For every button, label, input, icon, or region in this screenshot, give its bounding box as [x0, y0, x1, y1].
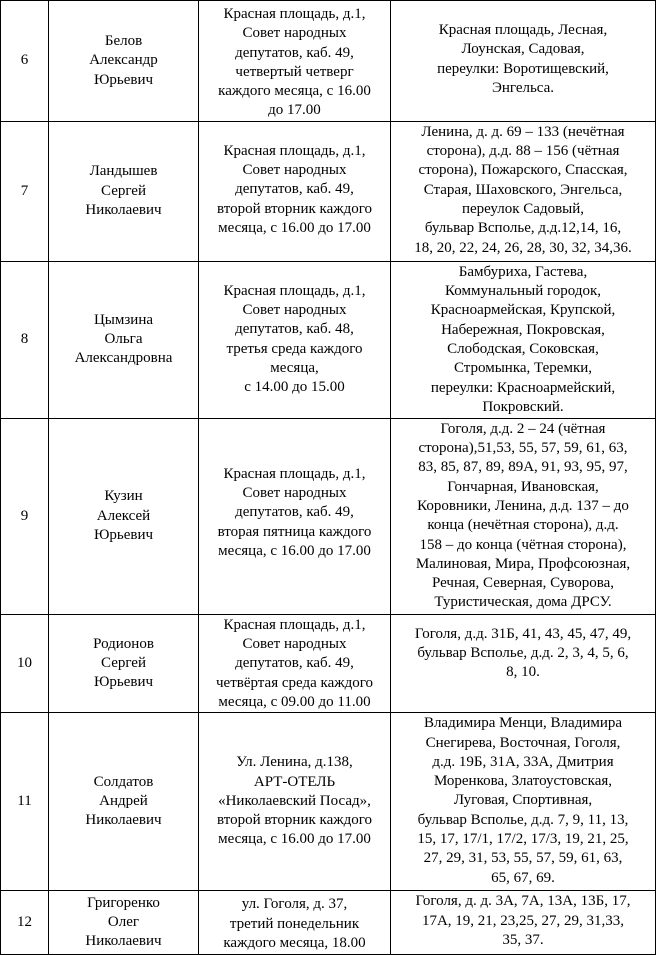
deputy-name: [49, 891, 199, 955]
district-streets-line: 27, 29, 31, 53, 55, 57, 59, 61, 63,: [423, 850, 623, 867]
deputy-name-line: Белов: [104, 32, 143, 49]
deputy-name-line: Солдатов: [93, 773, 154, 790]
reception-schedule-line: Совет народных: [242, 302, 347, 319]
reception-schedule-line: депутатов, каб. 49,: [235, 504, 354, 521]
district-streets-line: Красноармейская, Крупской,: [430, 302, 616, 319]
district-streets-line: переулки: Воротищевский,: [437, 60, 609, 77]
reception-schedule-line: Совет народных: [242, 25, 347, 42]
reception-schedule-line: третий понедельник: [229, 915, 360, 932]
district-streets-line: Красная площадь, Лесная,: [438, 22, 608, 38]
district-streets-line: Покровский.: [482, 398, 564, 415]
district-number: 12: [1, 891, 49, 955]
reception-schedule-line: четвертый четверг: [235, 63, 354, 80]
deputy-name-line: Ландышев: [89, 163, 158, 180]
district-streets-line: 83, 85, 87, 89, 89А, 91, 93, 95, 97,: [418, 459, 628, 476]
table-row: [1, 261, 656, 418]
deputy-name-line: Юрьевич: [93, 71, 154, 88]
district-streets-line: Малиновая, Мира, Профсоюзная,: [415, 555, 631, 572]
deputy-name-line: Родионов: [93, 635, 154, 652]
reception-schedule-line: месяца,: [270, 359, 319, 376]
district-number: 11: [1, 713, 49, 891]
reception-schedule-line: Красная площадь, д.1,: [223, 142, 366, 159]
district-streets-line: Стромынка, Теремки,: [453, 360, 593, 377]
district-streets-line: Владимира Менци, Владимира: [423, 715, 623, 732]
reception-schedule-line: Совет народных: [242, 485, 347, 502]
reception-schedule-line: каждого месяца, 18.00: [223, 934, 366, 951]
deputy-name-line: Григоренко: [87, 894, 160, 911]
reception-schedule-line: месяца, с 16.00 до 17.00: [218, 831, 371, 848]
reception-schedule-line: второй вторник каждого: [217, 812, 372, 829]
district-streets-line: сторона),51,53, 55, 57, 59, 61, 63,: [418, 440, 628, 457]
district-streets-line: Набережная, Покровская,: [441, 321, 605, 338]
table-row: [1, 891, 656, 955]
reception-schedule-line: второй вторник каждого: [217, 200, 372, 217]
district-number: 6: [1, 1, 49, 122]
district-streets-line: Коммунальный городок,: [445, 283, 601, 300]
reception-schedule-line: Совет народных: [242, 162, 347, 179]
deputy-name: [49, 261, 199, 418]
deputy-name: [49, 121, 199, 261]
reception-schedule: [199, 614, 391, 712]
reception-schedule-line: депутатов, каб. 49,: [235, 44, 354, 61]
district-streets: [391, 891, 656, 955]
reception-schedule: [199, 713, 391, 891]
deputy-name-line: Сергей: [101, 654, 146, 671]
reception-schedule-line: АРТ-ОТЕЛЬ: [253, 773, 336, 790]
deputy-name-line: Николаевич: [85, 812, 162, 829]
district-number: 8: [1, 261, 49, 418]
district-number: 7: [1, 121, 49, 261]
reception-schedule-line: четвёртая среда каждого: [216, 674, 373, 691]
deputy-name-line: Александр: [89, 52, 158, 69]
district-streets-line: переулок Садовый,: [461, 200, 585, 217]
reception-schedule: [199, 1, 391, 122]
district-streets-line: бульвар Всполье, д.д. 2, 3, 4, 5, 6,: [417, 645, 629, 662]
reception-schedule-line: «Николаевский Посад»,: [218, 792, 371, 809]
district-streets: [391, 614, 656, 712]
district-streets-line: сторона), д.д. 88 – 156 (чётная: [426, 143, 620, 160]
district-streets-line: Энгельса.: [491, 79, 555, 96]
deputy-name-line: Александровна: [74, 350, 173, 367]
district-number: 9: [1, 418, 49, 614]
reception-schedule-line: до 17.00: [268, 102, 321, 119]
district-streets-line: Ленина, д. д. 69 – 133 (нечётная: [421, 123, 625, 140]
deputy-name-line: Николаевич: [85, 933, 162, 950]
district-streets: [391, 261, 656, 418]
district-number: 10: [1, 614, 49, 712]
deputy-name-line: Сергей: [101, 182, 146, 199]
district-streets-line: Слободская, Соковская,: [447, 340, 599, 357]
reception-schedule-line: месяца, с 16.00 до 17.00: [218, 542, 371, 559]
district-streets-line: 17А, 19, 21, 23,25, 27, 29, 31,33,: [421, 912, 625, 929]
district-streets-line: конца (нечётная сторона), д.д.: [427, 517, 619, 534]
reception-schedule-line: месяца, с 09.00 до 11.00: [218, 693, 371, 710]
district-streets: [391, 418, 656, 614]
reception-schedule-line: третья среда каждого: [226, 340, 363, 357]
reception-schedule-line: Красная площадь, д.1,: [223, 282, 366, 299]
reception-schedule: [199, 261, 391, 418]
table-row: [1, 121, 656, 261]
reception-schedule-line: Красная площадь, д.1,: [223, 616, 366, 633]
reception-schedule-line: Красная площадь, д.1,: [223, 465, 366, 482]
reception-schedule-line: депутатов, каб. 49,: [235, 181, 354, 198]
deputy-name-line: Юрьевич: [93, 526, 154, 543]
district-streets: [391, 713, 656, 891]
deputy-name-line: Юрьевич: [93, 674, 154, 691]
district-streets-line: Гоголя, д.д. 2 – 24 (чётная: [440, 420, 606, 437]
deputy-name-line: Алексей: [96, 507, 151, 524]
deputy-name: [49, 614, 199, 712]
deputy-name: [49, 1, 199, 122]
reception-schedule-line: вторая пятница каждого: [217, 523, 372, 540]
district-streets-line: Лоунская, Садовая,: [461, 41, 585, 58]
district-streets-line: Снегирева, Восточная, Гоголя,: [425, 734, 621, 751]
deputy-name-line: Николаевич: [85, 201, 162, 218]
table-row: [1, 713, 656, 891]
district-streets-line: 65, 67, 69.: [491, 869, 555, 886]
district-streets-line: д.д. 19Б, 31А, 33А, Дмитрия: [432, 753, 614, 770]
district-streets-line: Гоголя, д.д. 31Б, 41, 43, 45, 47, 49,: [414, 625, 632, 642]
deputies-table-body: [1, 1, 656, 955]
deputy-name-line: Олег: [107, 914, 140, 931]
district-streets-line: Старая, Шаховского, Энгельса,: [423, 181, 623, 198]
district-streets-line: 18, 20, 22, 24, 26, 28, 30, 32, 34,36.: [414, 239, 632, 256]
deputy-name-line: Ольга: [104, 331, 143, 348]
district-streets-line: Бамбуриха, Гастева,: [458, 263, 588, 280]
district-streets-line: Туристическая, дома ДРСУ.: [434, 594, 612, 611]
table-row: [1, 1, 656, 122]
district-streets-line: Луговая, Спортивная,: [453, 792, 593, 809]
district-streets-line: Коровники, Ленина, д.д. 137 – до: [417, 497, 629, 514]
reception-schedule: [199, 891, 391, 955]
deputy-name: [49, 418, 199, 614]
reception-schedule-line: депутатов, каб. 49,: [235, 655, 354, 672]
deputy-name: [49, 713, 199, 891]
deputy-name-line: Андрей: [99, 793, 148, 810]
district-streets-line: Гоголя, д. д. 3А, 7А, 13А, 13Б, 17,: [415, 893, 631, 910]
district-streets: [391, 1, 656, 122]
reception-schedule-line: Совет народных: [242, 636, 347, 653]
reception-schedule: [199, 121, 391, 261]
table-row: [1, 418, 656, 614]
district-streets-line: 8, 10.: [506, 664, 540, 681]
district-streets-line: Моренкова, Златоустовская,: [433, 773, 613, 790]
district-streets-line: 15, 17, 17/1, 17/2, 17/3, 19, 21, 25,: [417, 831, 629, 848]
reception-schedule-line: ул. Гоголя, д. 37,: [241, 896, 348, 913]
reception-schedule: [199, 418, 391, 614]
reception-schedule-line: с 14.00 до 15.00: [244, 379, 345, 396]
table-row: [1, 614, 656, 712]
district-streets-line: бульвар Всполье, д.д. 7, 9, 11, 13,: [417, 811, 629, 828]
deputy-name-line: Цымзина: [93, 311, 154, 328]
district-streets-line: 35, 37.: [502, 931, 544, 948]
reception-schedule-line: каждого месяца, с 16.00: [218, 83, 371, 100]
district-streets-line: переулки: Красноармейский,: [430, 379, 616, 396]
district-streets-line: Речная, Северная, Суворова,: [431, 575, 615, 592]
district-streets-line: Гончарная, Ивановская,: [447, 478, 599, 495]
district-streets-line: 158 – до конца (чётная сторона),: [419, 536, 627, 553]
deputy-name-line: Кузин: [104, 488, 143, 505]
reception-schedule-line: Красная площадь, д.1,: [223, 6, 366, 22]
reception-schedule-line: депутатов, каб. 48,: [235, 321, 354, 338]
district-streets-line: бульвар Всполье, д.д.12,14, 16,: [424, 220, 622, 237]
reception-schedule-line: месяца, с 16.00 до 17.00: [218, 219, 371, 236]
district-streets: [391, 121, 656, 261]
district-streets-line: сторона), Пожарского, Спасская,: [418, 162, 628, 179]
reception-schedule-line: Ул. Ленина, д.138,: [236, 754, 353, 771]
